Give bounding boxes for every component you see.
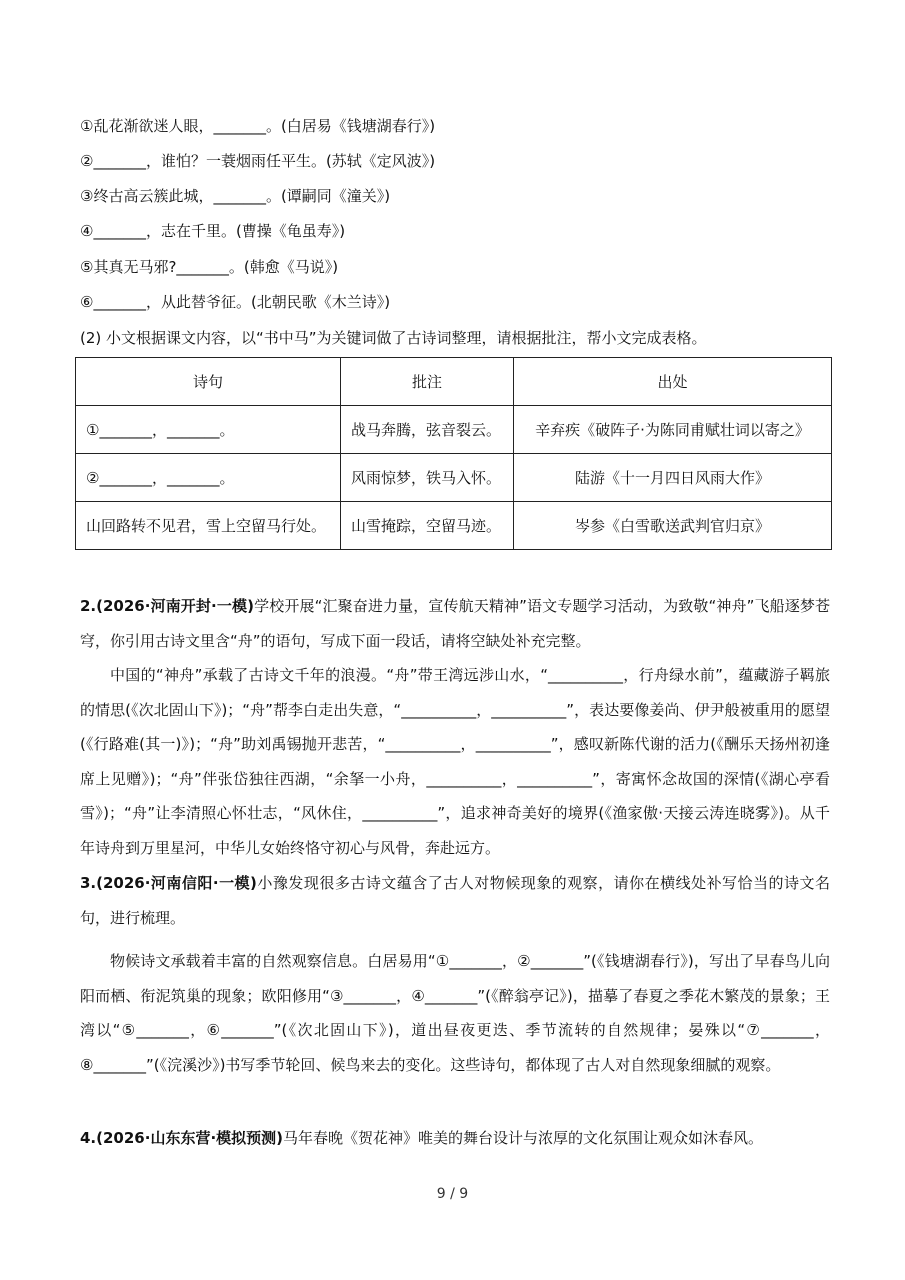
poetry-table [75,357,832,550]
question-4-stem-text: 马年春晚《贺花神》唯美的舞台设计与浓厚的文化氛围让观众如沐春风。 [283,1129,764,1147]
table-cell-poem: ①_______，_______。 [76,406,341,454]
table-row [76,454,832,502]
table-cell-note: 战马奔腾，弦音裂云。 [341,406,514,454]
question-3-source: (2026·河南信阳·一模) [96,874,257,892]
question-3-stem [80,866,830,935]
question-3-passage: 物候诗文承载着丰富的自然观察信息。白居易用“①_______，②_______”(《钱塘湖春行》)，写出了早春鸟儿向阳而栖、衔泥筑巢的现象；欧阳修用“③_______，④_______”(《醉翁亭记》)，描摹了春夏之季花木繁茂的景象；王湾以“⑤_______，⑥_______”(《次北固山下》)，道出昼夜更迭、季节流转的自然规律；晏殊以“⑦_______，⑧_______”(《浣溪沙》)书写季节轮回、候鸟来去的变化。这些诗句，都体现了古人对自然现象细腻的观察。 [80,952,830,1074]
question-2-number: 2. [80,597,97,615]
question-2-stem-text: 学校开展“汇聚奋进力量，宣传航天精神”语文专题学习活动，为致敬“神舟”飞船逐梦苍穹，你引用古诗文里含“舟”的语句，写成下面一段话，请将空缺处补充完整。 [80,597,830,650]
fill-blank-line-6: ⑥_______，从此替爷征。(北朝民歌《木兰诗》) [80,293,391,311]
table-cell-source: 陆游《十一月四日风雨大作》 [514,454,832,502]
table-cell-source: 岑参《白雪歌送武判官归京》 [514,502,832,550]
question-4-stem [80,1121,830,1156]
question-3-number: 3. [80,874,97,892]
question-4-number: 4. [80,1129,97,1147]
table-cell-note: 风雨惊梦，铁马入怀。 [341,454,514,502]
table-header-cell: 诗句 [76,358,341,406]
question-2-stem [80,589,830,658]
fill-blank-line-1: ①乱花渐欲迷人眼，_______。(白居易《钱塘湖春行》) [80,117,436,135]
table-row [76,406,832,454]
table-cell-poem: ②_______，_______。 [76,454,341,502]
table-cell-source: 辛弃疾《破阵子·为陈同甫赋壮词以寄之》 [514,406,832,454]
table-header-cell: 出处 [514,358,832,406]
fill-blank-line-2: ②_______，谁怕？一蓑烟雨任平生。(苏轼《定风波》) [80,152,436,170]
question-3-stem-text: 小豫发现很多古诗文蕴含了古人对物候现象的观察，请你在横线处补写恰当的诗文名句，进行梳理。 [80,874,830,927]
question-2-intro: (2) 小文根据课文内容，以“书中马”为关键词做了古诗词整理，请根据批注，帮小文完成表格。 [80,329,707,347]
question-4-source: (2026·山东东营·模拟预测) [96,1129,283,1147]
table-cell-note: 山雪掩踪，空留马迹。 [341,502,514,550]
fill-blank-line-4: ④_______，志在千里。(曹操《龟虽寿》) [80,222,346,240]
fill-blank-line-3: ③终古高云簇此城，_______。(谭嗣同《潼关》) [80,187,391,205]
fill-blank-line-5: ⑤其真无马邪?_______。(韩愈《马说》) [80,258,339,276]
table-header-row [76,358,832,406]
table-row [76,502,832,550]
question-2-source: (2026·河南开封·一模) [96,597,254,615]
question-2-passage: 中国的“神舟”承载了古诗文千年的浪漫。“舟”带王湾远涉山水，“__________，行舟绿水前”，蕴藏游子羁旅的情思(《次北固山下》)；“舟”帮李白走出失意，“__________，__________”，表达要像姜尚、伊尹般被重用的愿望(《行路难(其一)》)；“舟”助刘禹锡抛开悲苦，“__________，__________”，感叹新陈代谢的活力(《酬乐天扬州初逢席上见赠》)；“舟”伴张岱独往西湖，“余拏一小舟，__________，__________”，寄寓怀念故国的深情(《湖心亭看雪》)；“舟”让李清照心怀壮志，“风休住，__________”，追求神奇美好的境界(《渔家傲·天接云涛连晓雾》)。从千年诗舟到万里星河，中华儿女始终恪守初心与风骨，奔赴远方。 [80,666,830,857]
table-cell-poem: 山回路转不见君，雪上空留马行处。 [76,502,341,550]
table-header-cell: 批注 [341,358,514,406]
page-number: 9 / 9 [436,1186,469,1202]
